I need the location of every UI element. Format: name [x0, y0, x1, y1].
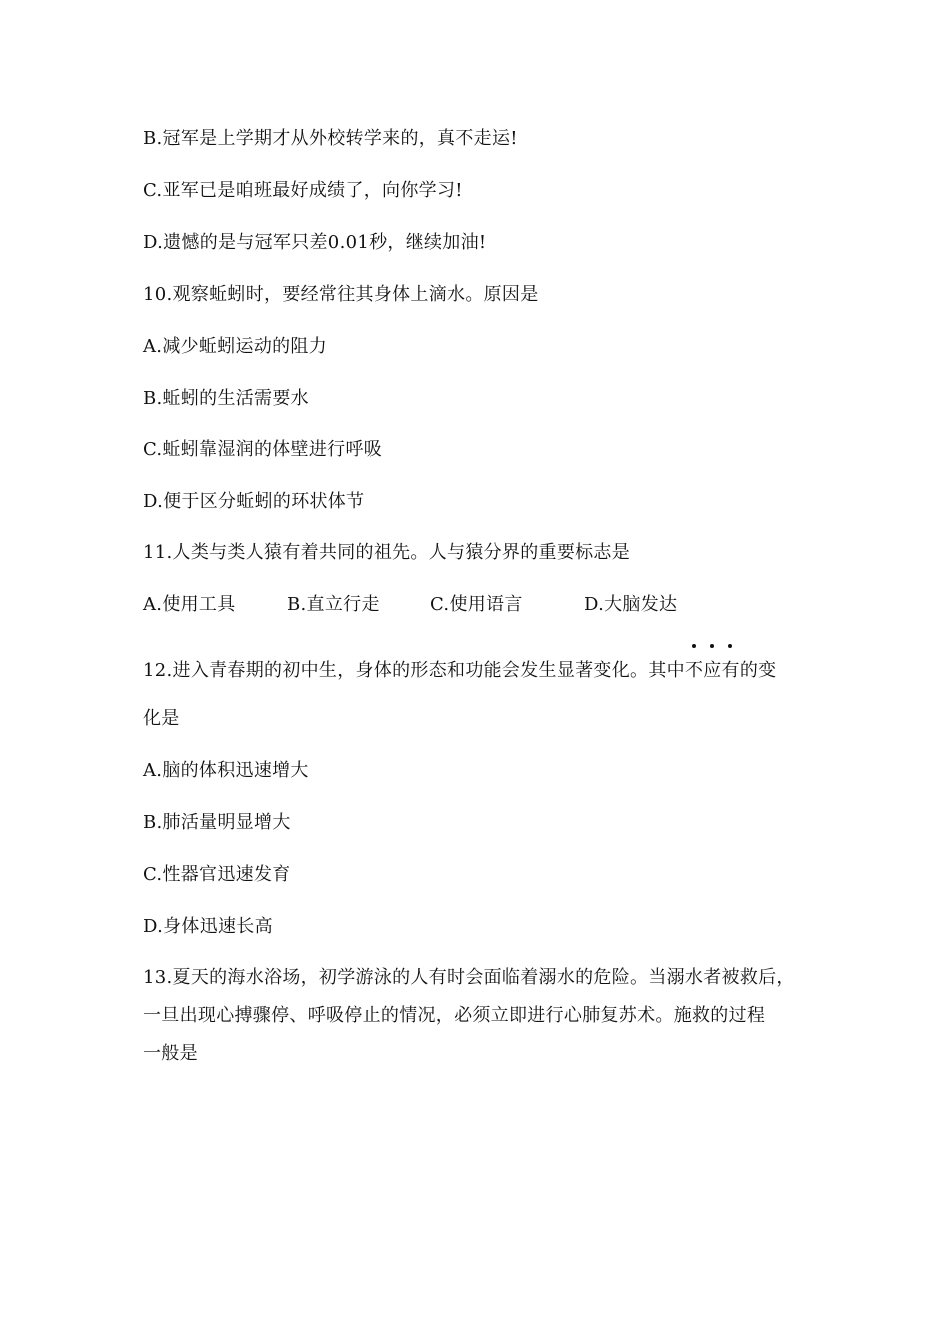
q12-stem — [143, 658, 776, 684]
q9-option-d: D.遗憾的是与冠军只差0.01秒，继续加油! — [143, 232, 487, 253]
q12-option-c: C.性器官迅速发育 — [143, 864, 291, 885]
q11-option-d: D.大脑发达 — [584, 594, 678, 615]
q10-option-a: A.减少蚯蚓运动的阻力 — [143, 336, 328, 357]
q13-stem-line2: 一旦出现心搏骤停、呼吸停止的情况，必须立即进行心肺复苏术。施救的过程 — [143, 1005, 766, 1026]
q10-option-b: B.蚯蚓的生活需要水 — [143, 388, 309, 409]
q11-option-c: C.使用语言 — [430, 594, 523, 615]
q12-emphasis — [685, 658, 740, 684]
q13-stem-line3: 一般是 — [143, 1043, 198, 1064]
q12-option-a: A.脑的体积迅速增大 — [143, 760, 309, 781]
q12-option-d: D.身体迅速长高 — [143, 916, 273, 937]
q11-option-b: B.直立行走 — [287, 594, 380, 615]
q12-stem-after: 的变 — [739, 660, 777, 681]
q12-stem-before: 12.进入青春期的初中生，身体的形态和功能会发生显著变化。其中 — [143, 660, 685, 681]
emphasis-dot — [710, 644, 714, 648]
q12-stem-line2: 化是 — [143, 708, 180, 729]
q10-stem: 10.观察蚯蚓时，要经常往其身体上滴水。原因是 — [143, 284, 539, 305]
q9-option-c: C.亚军已是咱班最好成绩了，向你学习! — [143, 180, 463, 201]
q10-option-c: C.蚯蚓靠湿润的体壁进行呼吸 — [143, 439, 383, 460]
q12-emphasis-text: 不应有 — [684, 660, 740, 681]
emphasis-dot — [692, 644, 696, 648]
q11-option-a: A.使用工具 — [143, 594, 236, 615]
q10-option-d: D.便于区分蚯蚓的环状体节 — [143, 491, 365, 512]
q12-option-b: B.肺活量明显增大 — [143, 812, 291, 833]
emphasis-dot — [728, 644, 732, 648]
q13-stem-line1: 13.夏天的海水浴场，初学游泳的人有时会面临着溺水的危险。当溺水者被救后， — [143, 967, 795, 988]
q9-option-b: B.冠军是上学期才从外校转学来的，真不走运! — [143, 128, 518, 149]
q11-stem: 11.人类与类人猿有着共同的祖先。人与猿分界的重要标志是 — [143, 542, 631, 563]
